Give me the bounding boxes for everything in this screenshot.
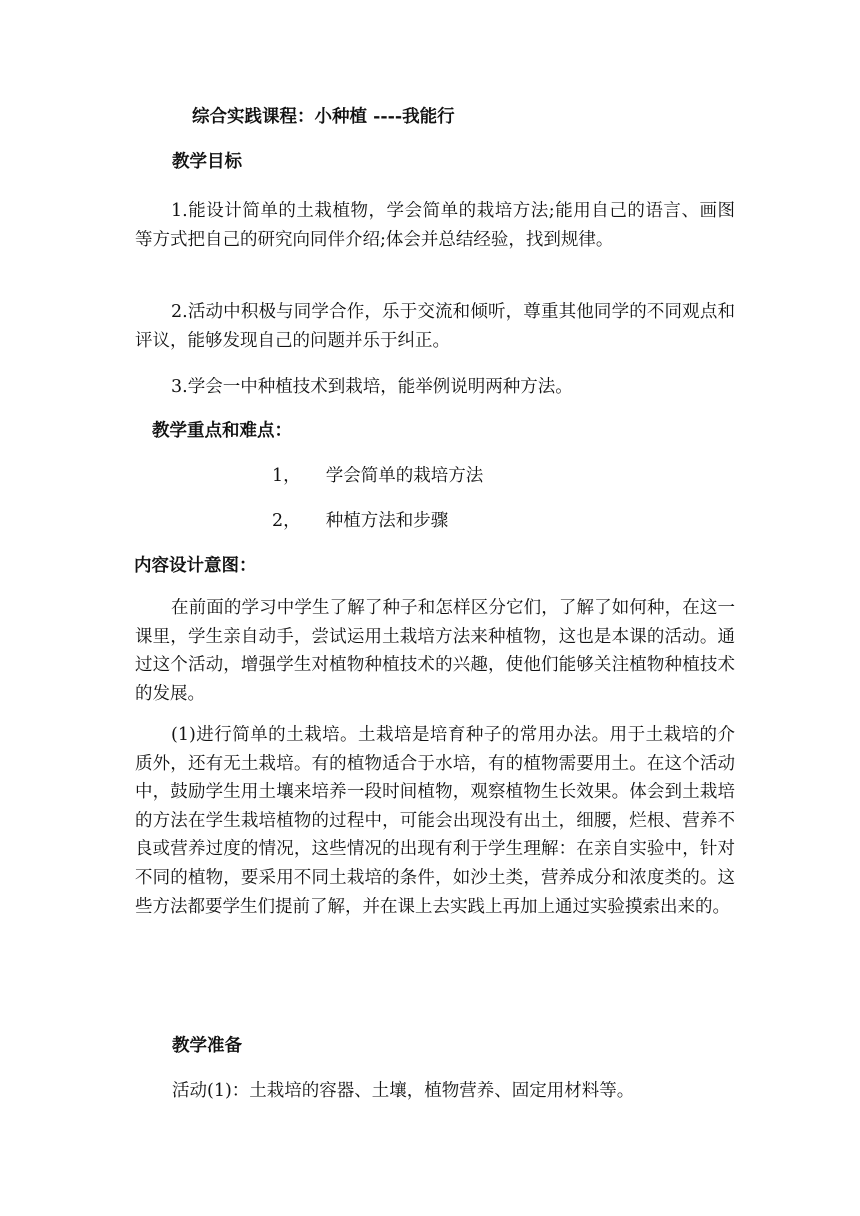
key-points-heading: 教学重点和难点： <box>152 421 292 441</box>
key-point-text: 学会简单的栽培方法 <box>325 466 484 486</box>
objective-item-3: 3.学会一中种植技术到栽培，能举例说明两种方法。 <box>171 377 573 397</box>
design-intent-paragraph-1: 在前面的学习中学生了解了种子和怎样区分它们，了解了如何种，在这一课里，学生亲自动手，尝试运用土栽培方法来种植物，这也是本课的活动。通过这个活动，增强学生对植物种植技术的兴趣，使他们能够关注植物种植技术的发展。 <box>135 598 735 704</box>
key-point-text: 种植方法和步骤 <box>325 511 449 531</box>
objective-item-1: 1.能设计简单的土栽植物，学会简单的栽培方法;能用自己的语言、画图等方式把自己的研究向同伴介绍;体会并总结经验，找到规律。 <box>135 201 735 250</box>
key-point-number: 2， <box>272 511 301 531</box>
design-intent-heading: 内容设计意图： <box>134 556 257 576</box>
key-point-item-2 <box>272 508 448 534</box>
preparation-item-1: 活动(1)：土栽培的容器、土壤，植物营养、固定用材料等。 <box>172 1081 635 1101</box>
key-point-number: 1， <box>272 466 301 486</box>
document-title: 综合实践课程：小种植 ----我能行 <box>192 107 455 127</box>
objective-item-2: 2.活动中积极与同学合作，乐于交流和倾听，尊重其他同学的不同观点和评议，能够发现自己的问题并乐于纠正。 <box>135 302 735 351</box>
preparation-heading: 教学准备 <box>172 1036 242 1056</box>
objectives-heading: 教学目标 <box>172 152 242 172</box>
design-intent-paragraph-2: (1)进行简单的土栽培。土栽培是培育种子的常用办法。用于土栽培的介质外，还有无土栽培。有的植物适合于水培，有的植物需要用土。在这个活动中，鼓励学生用土壤来培养一段时间植物，观察植物生长效果。体会到土栽培的方法在学生栽培植物的过程中，可能会出现没有出土，细腰，烂根、营养不良或营养过度的情况，这些情况的出现有利于学生理解：在亲自实验中，针对不同的植物，要采用不同土栽培的条件，如沙土类，营养成分和浓度类的。这些方法都要学生们提前了解，并在课上去实践上再加上通过实验摸索出来的。 <box>135 725 735 917</box>
key-point-item-1 <box>272 463 483 489</box>
